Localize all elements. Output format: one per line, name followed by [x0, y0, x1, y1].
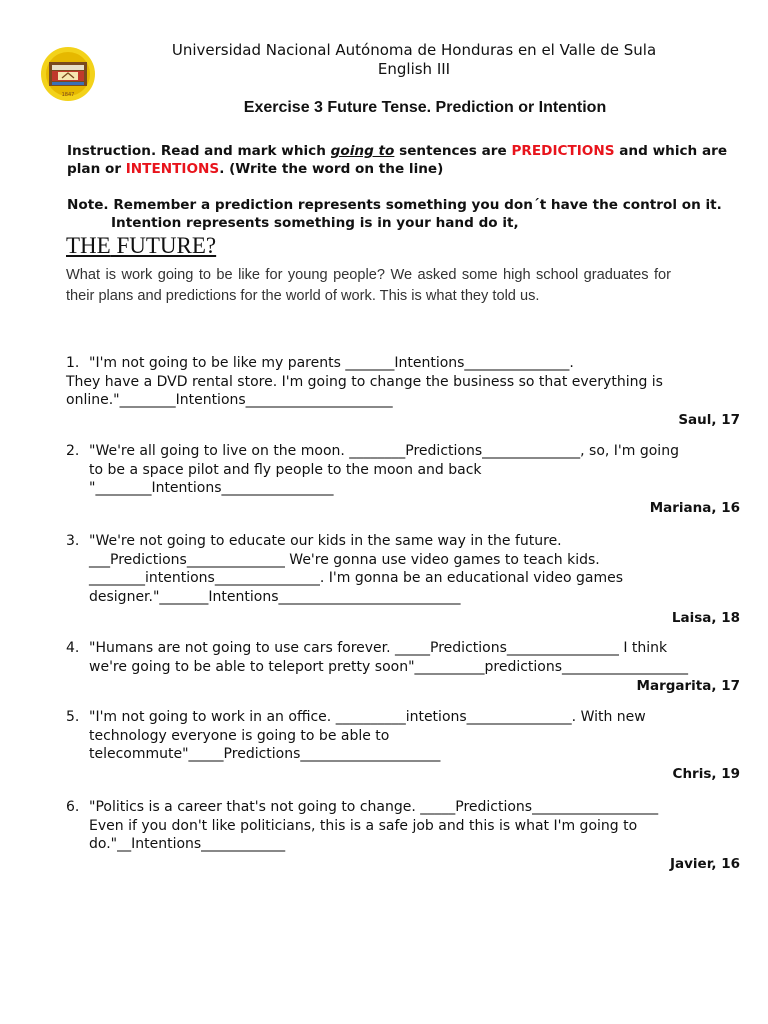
item-line: we're going to be able to teleport pretty soon"__________predictions__________________ [89, 658, 689, 675]
section-heading [66, 233, 216, 259]
item-line: telecommute"_____Predictions____________________ [89, 746, 441, 763]
item-author: Mariana, 16 [649, 500, 740, 516]
instruction-intentions: INTENTIONS [125, 161, 220, 177]
item-line: They have a DVD rental store. I'm going to change the business so that everything is [66, 373, 663, 390]
instruction-part3: and which are plan or [67, 143, 728, 177]
note-line1: Note. Remember a prediction represents something you don´t have the control on it. [67, 197, 722, 213]
note-text [67, 196, 747, 232]
item-number: 2. [66, 443, 80, 459]
instruction-part4: . (Write the word on the line) [219, 161, 444, 177]
instruction-part2: sentences are [394, 143, 512, 159]
item-number: 6. [66, 799, 80, 815]
exercise-item-1 [66, 354, 746, 410]
item-line: Even if you don't like politicians, this is a safe job and this is what I'm going to [89, 817, 638, 834]
item-author: Laisa, 18 [671, 610, 740, 626]
exercise-item-3 [66, 532, 746, 606]
instruction-part1: Instruction. Read and mark which [67, 143, 331, 159]
instruction-going-to: going to [330, 143, 395, 159]
item-author: Saul, 17 [678, 412, 740, 428]
instruction-predictions: PREDICTIONS [511, 143, 615, 159]
item-line: "________Intentions________________ [89, 480, 334, 497]
intro-paragraph: What is work going to be like for young people? We asked some high school graduates for their plans and predictions for the world of work. This is what they told us. [66, 267, 671, 304]
item-number: 3. [66, 533, 80, 549]
exercise-item-4 [66, 639, 746, 676]
item-line: "I'm not going to be like my parents _______Intentions_______________. [89, 355, 574, 371]
item-line: "We're not going to educate our kids in the same way in the future. [89, 533, 562, 549]
exercise-item-2 [66, 442, 746, 498]
item-line: ___Predictions______________ We're gonna use video games to teach kids. [89, 551, 600, 568]
item-author: Javier, 16 [669, 856, 740, 872]
item-line: ________intentions_______________. I'm gonna be an educational video games [89, 570, 623, 587]
instruction-text [67, 142, 737, 178]
item-line: online."________Intentions_____________________ [66, 392, 393, 409]
course-name: English III [377, 60, 451, 78]
item-number: 5. [66, 709, 80, 725]
item-line: to be a space pilot and fly people to the moon and back [89, 461, 482, 478]
item-line: technology everyone is going to be able to [89, 727, 390, 744]
item-line: "We're all going to live on the moon. ________Predictions______________, so, I'm going [89, 443, 679, 459]
heading-the: THE [66, 233, 111, 258]
exercise-title: Exercise 3 Future Tense. Prediction or Intention [243, 99, 607, 116]
item-line: "Humans are not going to use cars forever. _____Predictions________________ I think [89, 640, 668, 656]
item-line: do."__Intentions____________ [89, 836, 286, 853]
exercise-item-5 [66, 708, 746, 764]
item-line: "Politics is a career that's not going to change. _____Predictions__________________ [89, 799, 659, 815]
item-number: 4. [66, 640, 80, 656]
item-line: "I'm not going to work in an office. __________intetions_______________. With new [89, 709, 646, 725]
item-author: Chris, 19 [672, 766, 740, 782]
exercise-item-6 [66, 798, 746, 854]
svg-text:1847: 1847 [61, 92, 75, 98]
item-author: Margarita, 17 [636, 678, 740, 694]
item-number: 1. [66, 355, 80, 371]
item-line: designer."_______Intentions__________________________ [89, 588, 461, 605]
university-name: Universidad Nacional Autónoma de Honduras en el Valle de Sula [171, 41, 657, 59]
note-line2: Intention represents something is in your hand do it, [111, 215, 519, 231]
heading-future: FUTURE? [110, 233, 217, 258]
